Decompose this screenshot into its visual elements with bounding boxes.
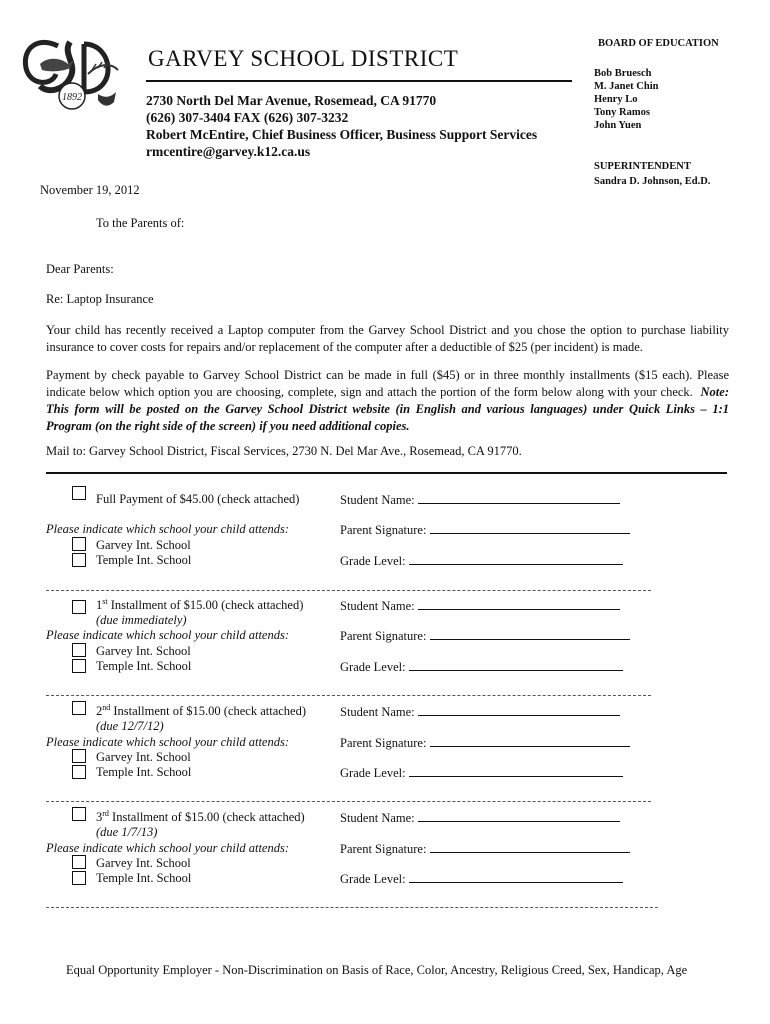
cut-line bbox=[46, 907, 658, 908]
district-name: GARVEY SCHOOL DISTRICT bbox=[148, 46, 459, 71]
grade-level-field[interactable] bbox=[340, 871, 623, 887]
school-prompt: Please indicate which school your child attends: bbox=[46, 841, 290, 855]
parent-signature-field[interactable] bbox=[340, 841, 630, 857]
student-name-label: Student Name: bbox=[340, 493, 415, 507]
footer-eoe: Equal Opportunity Employer - Non-Discrimination on Basis of Race, Color, Ancestry, Religious Creed, Sex, Handicap, Age bbox=[66, 963, 688, 977]
installment-3-label: 3rd Installment of $15.00 (check attached) bbox=[96, 808, 305, 824]
garvey-school-checkbox[interactable] bbox=[72, 749, 86, 763]
student-name-label: Student Name: bbox=[340, 811, 415, 825]
officer-email: rmcentire@garvey.k12.ca.us bbox=[146, 144, 311, 159]
student-name-field[interactable] bbox=[340, 598, 620, 614]
garvey-school-checkbox[interactable] bbox=[72, 537, 86, 551]
parent-signature-field[interactable] bbox=[340, 735, 630, 751]
cut-line bbox=[46, 590, 651, 591]
installment-3-due: (due 1/7/13) bbox=[96, 825, 158, 839]
school-prompt: Please indicate which school your child attends: bbox=[46, 522, 290, 536]
installment-3-checkbox[interactable] bbox=[72, 807, 86, 821]
installment-2-due: (due 12/7/12) bbox=[96, 719, 164, 733]
student-name-label: Student Name: bbox=[340, 705, 415, 719]
student-name-label: Student Name: bbox=[340, 599, 415, 613]
board-heading: BOARD OF EDUCATION bbox=[598, 38, 719, 49]
temple-school-label: Temple Int. School bbox=[96, 553, 192, 567]
grade-level-field[interactable] bbox=[340, 659, 623, 675]
grade-level-field[interactable] bbox=[340, 553, 623, 569]
mail-to: Mail to: Garvey School District, Fiscal Services, 2730 N. Del Mar Ave., Rosemead, CA 91770. bbox=[46, 444, 522, 458]
installment-1-due: (due immediately) bbox=[96, 613, 187, 627]
full-payment-label: Full Payment of $45.00 (check attached) bbox=[96, 492, 300, 506]
superintendent-heading: SUPERINTENDENT bbox=[594, 161, 691, 172]
cut-line bbox=[46, 695, 651, 696]
superintendent-name: Sandra D. Johnson, Ed.D. bbox=[594, 176, 711, 187]
letter-date: November 19, 2012 bbox=[40, 183, 140, 197]
installment-2-label: 2nd Installment of $15.00 (check attached) bbox=[96, 702, 307, 718]
parent-signature-label: Parent Signature: bbox=[340, 842, 427, 856]
temple-school-checkbox[interactable] bbox=[72, 553, 86, 567]
garvey-school-label: Garvey Int. School bbox=[96, 644, 191, 658]
cut-line bbox=[46, 801, 651, 802]
garvey-school-label: Garvey Int. School bbox=[96, 538, 191, 552]
garvey-school-label: Garvey Int. School bbox=[96, 856, 191, 870]
salutation: Dear Parents: bbox=[46, 262, 114, 276]
intro-paragraph: Your child has recently received a Laptop computer from the Garvey School District and you chose the option to purchase liability insurance to cover costs for repairs and/or replacement of the computer after a deductible of $25 (per incident) is made. bbox=[46, 323, 729, 354]
parent-signature-field[interactable] bbox=[340, 522, 630, 538]
installment-2-checkbox[interactable] bbox=[72, 701, 86, 715]
parent-signature-label: Parent Signature: bbox=[340, 523, 427, 537]
school-prompt: Please indicate which school your child attends: bbox=[46, 628, 290, 642]
grade-level-label: Grade Level: bbox=[340, 766, 406, 780]
form-separator bbox=[46, 472, 727, 474]
temple-school-checkbox[interactable] bbox=[72, 659, 86, 673]
letterhead-rule bbox=[146, 80, 572, 82]
school-prompt: Please indicate which school your child attends: bbox=[46, 735, 290, 749]
garvey-school-label: Garvey Int. School bbox=[96, 750, 191, 764]
board-member: Tony Ramos bbox=[594, 107, 650, 118]
garvey-school-checkbox[interactable] bbox=[72, 643, 86, 657]
board-member: Henry Lo bbox=[594, 94, 638, 105]
installment-1-checkbox[interactable] bbox=[72, 600, 86, 614]
grade-level-label: Grade Level: bbox=[340, 872, 406, 886]
logo-year: 1892 bbox=[62, 92, 82, 103]
letter-recipient: To the Parents of: bbox=[96, 216, 185, 230]
temple-school-checkbox[interactable] bbox=[72, 871, 86, 885]
district-logo bbox=[18, 34, 126, 114]
phone-fax: (626) 307-3404 FAX (626) 307-3232 bbox=[146, 110, 349, 125]
parent-signature-label: Parent Signature: bbox=[340, 629, 427, 643]
parent-signature-field[interactable] bbox=[340, 628, 630, 644]
garvey-school-checkbox[interactable] bbox=[72, 855, 86, 869]
temple-school-checkbox[interactable] bbox=[72, 765, 86, 779]
temple-school-label: Temple Int. School bbox=[96, 871, 192, 885]
payment-paragraph bbox=[46, 367, 729, 435]
board-member: M. Janet Chin bbox=[594, 81, 659, 92]
student-name-field[interactable] bbox=[340, 810, 620, 826]
installment-1-label: 1st Installment of $15.00 (check attached) bbox=[96, 596, 304, 612]
business-officer: Robert McEntire, Chief Business Officer, Business Support Services bbox=[146, 127, 538, 142]
grade-level-field[interactable] bbox=[340, 765, 623, 781]
student-name-field[interactable] bbox=[340, 704, 620, 720]
grade-level-label: Grade Level: bbox=[340, 660, 406, 674]
student-name-field[interactable] bbox=[340, 492, 620, 508]
temple-school-label: Temple Int. School bbox=[96, 765, 192, 779]
parent-signature-label: Parent Signature: bbox=[340, 736, 427, 750]
full-payment-checkbox[interactable] bbox=[72, 486, 86, 500]
website-note: Note: This form will be posted on the Garvey School District website (in English and various languages) under Quick Links – 1:1 Program (on the right side of the screen) if you need additional copies. bbox=[46, 385, 729, 433]
temple-school-label: Temple Int. School bbox=[96, 659, 192, 673]
board-member: Bob Bruesch bbox=[594, 68, 652, 79]
board-member: John Yuen bbox=[594, 120, 642, 131]
district-address: 2730 North Del Mar Avenue, Rosemead, CA 91770 bbox=[146, 93, 437, 108]
grade-level-label: Grade Level: bbox=[340, 554, 406, 568]
payment-instructions: Payment by check payable to Garvey School District can be made in full ($45) or in three monthly installments ($15 each). Please indicate below which option you are choosing, complete, sign and attach the portion of the form below along with your check. bbox=[46, 368, 729, 399]
subject-line: Re: Laptop Insurance bbox=[46, 292, 154, 306]
